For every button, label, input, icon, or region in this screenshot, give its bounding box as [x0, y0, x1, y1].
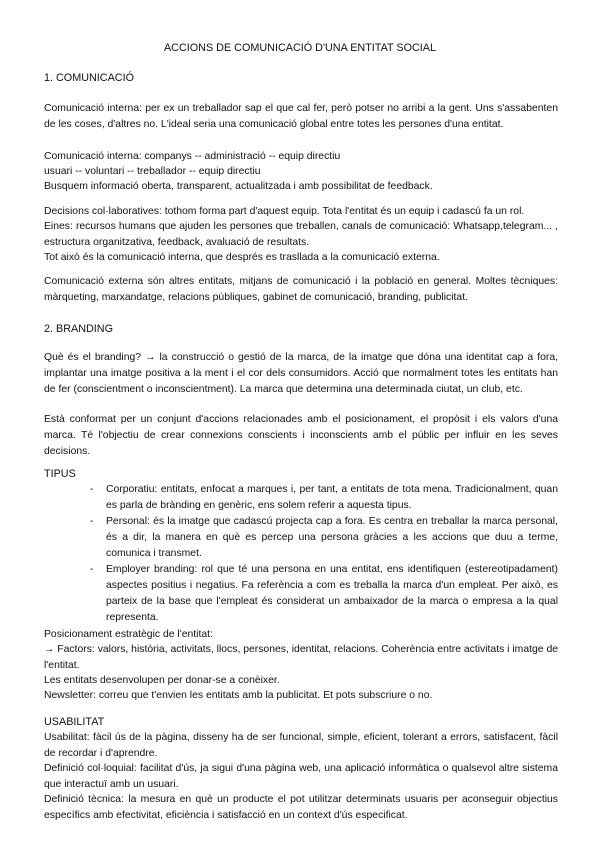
line-newsletter: Newsletter: correu que t'envien les entitats amb la publicitat. Et pots subscriure o no.: [44, 690, 433, 701]
paragraph-usabilitat: Usabilitat: fàcil ús de la pàgina, disseny ha de ser funcional, simple, eficient, tolerant a errors, satisfacent, fàcil de recordar i d'aprendre.: [44, 732, 558, 759]
list-item-personal: [90, 514, 558, 562]
section-heading-tipus: TIPUS: [44, 468, 76, 480]
paragraph-definicio-colloquial: Definició col·loquial: facilitat d'ús, ja sigui d'una pàgina web, una aplicació informàtica o qualsevol altre sistema que interactuï amb un usuari.: [44, 763, 558, 790]
dash-bullet: -: [90, 516, 94, 527]
paragraph-eines: Eines: recursos humans que ajuden les persones que treballen, canals de comunicació: Whatsapp,telegram... , estructura organitzativa, feedback, avaluació de resultats.: [44, 221, 558, 248]
line-informacio-oberta: Busquem informació oberta, transparent, actualitzada i amb possibilitat de feedback.: [44, 181, 433, 192]
line-posicionament: Posicionament estratègic de l'entitat:: [44, 629, 213, 640]
paragraph-factors: → Factors: valors, història, activitats, llocs, persones, identitat, relacions. Coherència entre activitats i imatge de l'entitat.: [44, 644, 558, 671]
paragraph-definicio-tecnica: Definició tècnica: la mesura en què un producte el pot utilitzar determinats usuaris per aconseguir objectius específics amb efectivitat, eficiència i satisfacció en un context d'ús especificat.: [44, 794, 558, 821]
section-heading-usabilitat: USABILITAT: [44, 716, 105, 728]
list-item-text: Personal: és la imatge que cadascú projecta cap a fora. Es centra en treballar la marca personal, és a dir, la manera en què es percep una persona gràcies a les accions que duu a terme, comunica i transmet.: [106, 516, 558, 559]
dash-bullet: -: [90, 564, 94, 575]
list-item-corporatiu: [90, 482, 558, 514]
paragraph-comunicacio-interna: Comunicació interna: per ex un treballador sap el que cal fer, però potser no arribi a la gent. Uns s'assabenten de les coses, d'altres no. L'ideal seria una comunicació global entre totes les persones d'una entitat.: [44, 103, 558, 130]
list-item-employer-branding: [90, 562, 558, 626]
paragraph-conformat: Està conformat per un conjunt d'accions relacionades amb el posicionament, el propòsit i els valors d'una marca. Té l'objectiu de crear connexions conscients i inconscients amb el públic per influir en les seves decisions.: [44, 414, 558, 457]
paragraph-decisions: Decisions col·laboratives: tothom forma part d'aquest equip. Tota l'entitat és un equip i cadascú fa un rol.: [44, 206, 525, 217]
paragraph-tot-aixo: Tot això és la comunicació interna, que després es trasllada a la comunicació externa.: [44, 252, 440, 263]
section-heading-branding: 2. BRANDING: [44, 323, 113, 335]
list-item-text: Employer branding: rol que té una persona en una entitat, ens identifiquen (estereotipadament) aspectes positius i negatius. Fa referència a com es treballa la marca d'un empleat. Per això, es parteix de la base que l'empleat és considerat un ambaixador de la marca o empresa a la qual representa.: [106, 564, 558, 623]
line-comunicacio-interna-chain: usuari -- voluntari -- treballador -- equip directiu: [44, 166, 261, 177]
paragraph-comunicacio-externa: Comunicació externa són altres entitats, mitjans de comunicació i la població en general. Moltes tècniques: màrqueting, marxandatge, relacions públiques, gabinet de comunicació, branding, publicitat.: [44, 276, 558, 303]
list-item-text: Corporatiu: entitats, enfocat a marques i, per tant, a entitats de tota mena. Tradicionalment, quan es parla de brànding en genèric, ens solem referir a aquesta tipus.: [106, 484, 558, 511]
paragraph-que-es-branding: Què és el branding? → la construcció o gestió de la marca, de la imatge que dóna una identitat cap a fora, implantar una imatge positiva a la ment i el cor dels consumidors. Acció que normalment totes les entitats han de fer (conscientment o inconscientment). La marca que determina una determinada ciutat, un club, etc.: [44, 352, 558, 395]
line-comunicacio-interna-roles: Comunicació interna: companys -- administració -- equip directiu: [44, 151, 341, 162]
tipus-list: [90, 482, 558, 626]
line-entitats-desenvolupen: Les entitats desenvolupen per donar-se a conèixer.: [44, 675, 280, 686]
dash-bullet: -: [90, 484, 94, 495]
section-heading-comunicacio: 1. COMUNICACIÓ: [44, 72, 134, 84]
document-title: ACCIONS DE COMUNICACIÓ D'UNA ENTITAT SOCIAL: [163, 42, 436, 54]
